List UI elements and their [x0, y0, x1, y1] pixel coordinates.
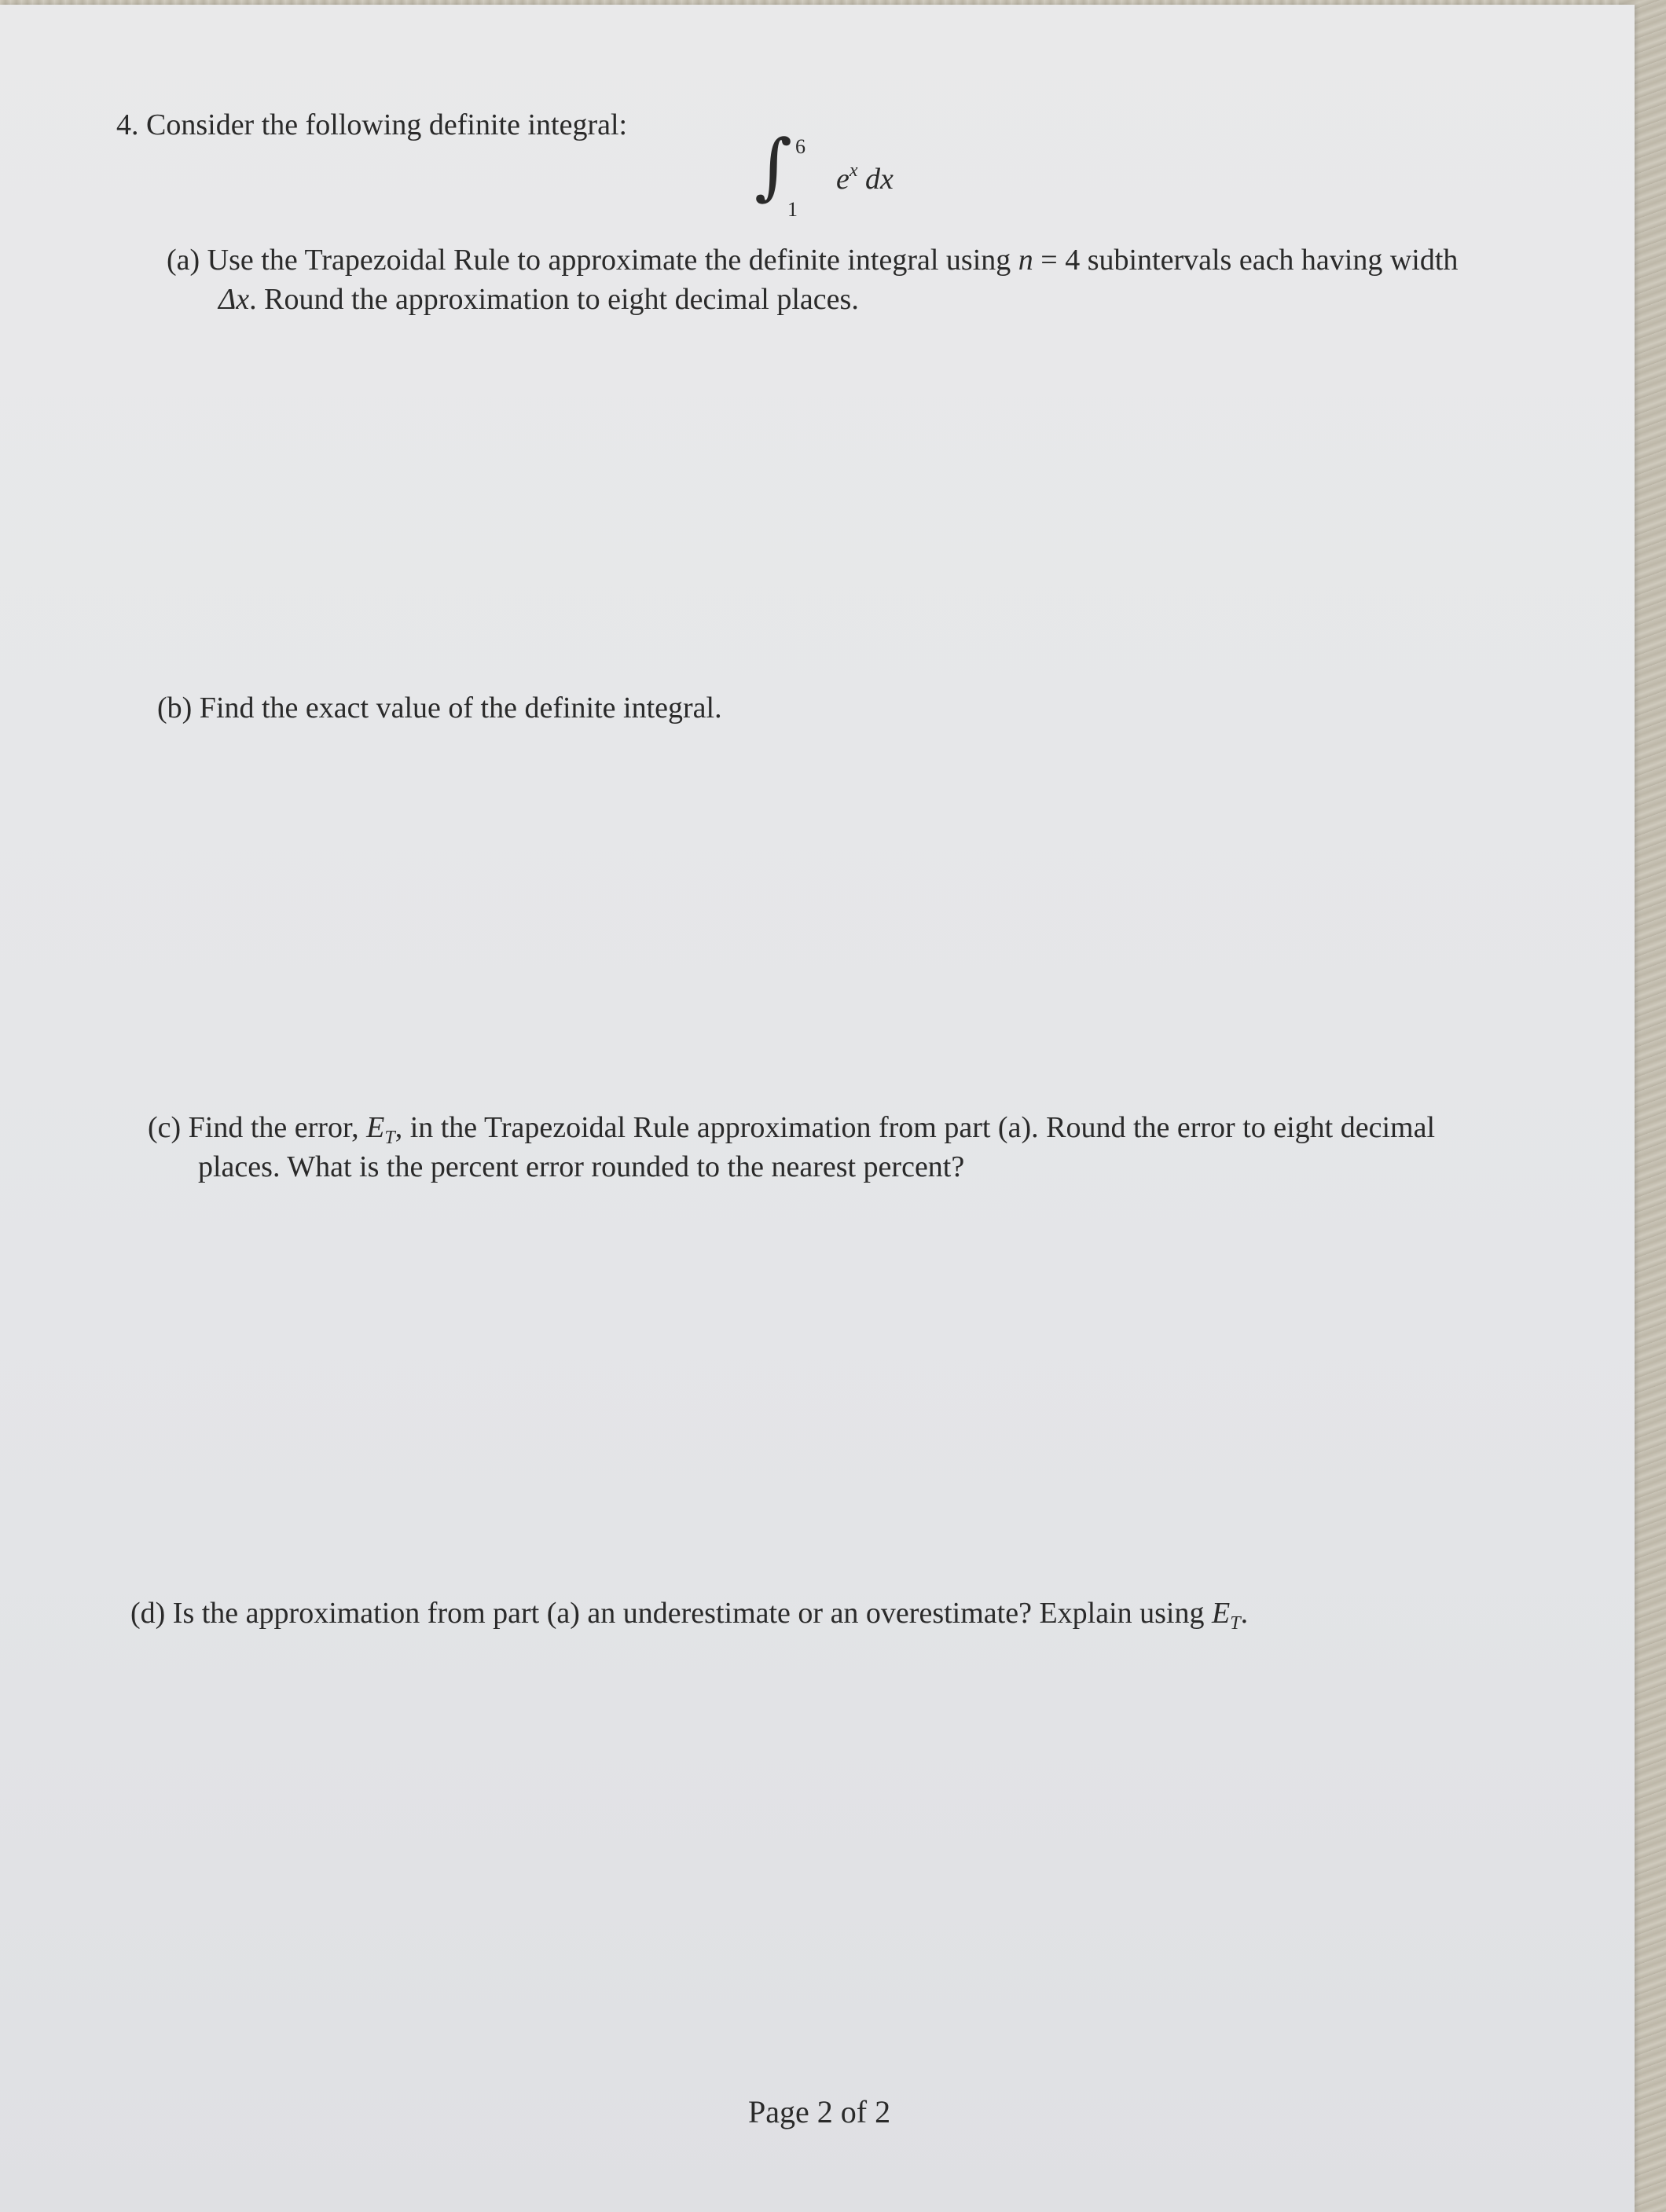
integral-lower-limit: 1: [787, 198, 798, 221]
part-d-text: [130, 1595, 1248, 1635]
part-b-text: (b) Find the exact value of the definite integral.: [157, 691, 722, 724]
part-a-var-n: n: [1018, 244, 1033, 277]
part-d-text-1: (d) Is the approximation from part (a) an underestimate or an overestimate? Explain using: [130, 1597, 1212, 1630]
part-d-error-symbol: E: [1211, 1597, 1231, 1630]
problem-intro: 4. Consider the following definite integral:: [116, 108, 628, 141]
integral-upper-limit: 6: [795, 135, 805, 158]
part-a-line-2: [218, 281, 859, 319]
integral-sign-icon: ∫: [754, 124, 792, 208]
integral-differential: dx: [865, 163, 894, 196]
part-c-error-symbol: E: [366, 1111, 385, 1144]
part-c-text-2: , in the Trapezoidal Rule approximation from part (a). Round the error to eight decimal: [394, 1111, 1436, 1144]
part-d-error-sub: T: [1230, 1613, 1241, 1634]
integrand-exponent: x: [849, 160, 858, 181]
part-a-text-1: (a) Use the Trapezoidal Rule to approximate the definite integral using: [167, 244, 1018, 277]
part-a-text-2: = 4 subintervals each having width: [1033, 244, 1459, 277]
part-c-error-sub: T: [384, 1128, 395, 1148]
page-number: Page 2 of 2: [748, 2094, 891, 2129]
part-c-line-2: places. What is the percent error rounded to the nearest percent?: [198, 1150, 965, 1183]
paper-sheet: [0, 5, 1635, 2212]
part-a-line-1: [167, 242, 1458, 280]
part-c-line-1: [148, 1110, 1435, 1150]
part-a-text-3: . Round the approximation to eight decimal places.: [249, 283, 859, 316]
integrand-base: e: [836, 163, 850, 196]
part-c-text-1: (c) Find the error,: [148, 1111, 367, 1144]
part-d-text-2: .: [1240, 1597, 1249, 1630]
part-a-delta-x: Δx: [218, 283, 250, 316]
integrand: [836, 160, 894, 196]
definite-integral: [754, 124, 927, 225]
